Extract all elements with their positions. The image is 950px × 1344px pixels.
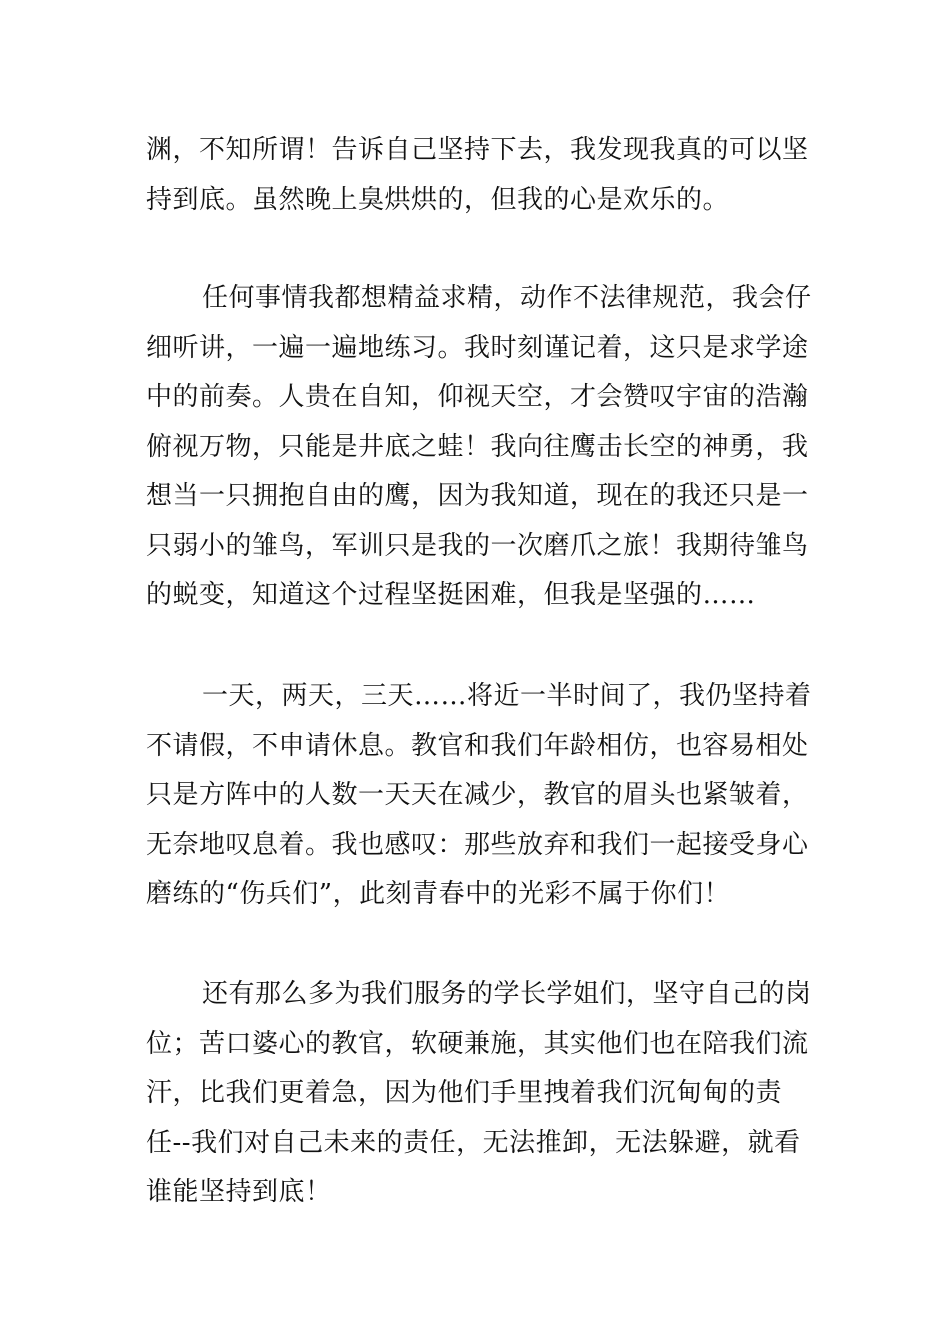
- text-line: 汗，比我们更着急，因为他们手里拽着我们沉甸甸的责: [146, 1078, 783, 1108]
- text-line: 细听讲，一遍一遍地练习。我时刻谨记着，这只是求学途: [146, 332, 809, 363]
- text-line: 中的前奏。人贵在自知，仰视天空，才会赞叹宇宙的浩瀚: [146, 382, 809, 412]
- text-line: 谁能坚持到底！: [146, 1177, 332, 1207]
- text-line: 不请假，不申请休息。教官和我们年龄相仿，也容易相处: [146, 730, 809, 761]
- text-line: 无奈地叹息着。我也感叹：那些放弃和我们一起接受身心: [146, 829, 809, 860]
- text-line: 俯视万物，只能是井底之蛙！我向往鹰击长空的神勇，我: [146, 431, 809, 462]
- text-line: 只弱小的雏鸟，军训只是我的一次磨爪之旅！我期待雏鸟: [146, 530, 809, 561]
- paragraph-2: [146, 274, 812, 621]
- text-line: 任--我们对自己未来的责任，无法推卸，无法躲避，就看: [146, 1127, 801, 1158]
- text-line: 想当一只拥抱自由的鹰，因为我知道，现在的我还只是一: [146, 481, 809, 511]
- text-line: 位；苦口婆心的教官，软硬兼施，其实他们也在陪我们流: [146, 1028, 809, 1059]
- text-line: 任何事情我都想精益求精，动作不法律规范，我会仔: [202, 283, 812, 313]
- text-line: 持到底。虽然晚上臭烘烘的，但我的心是欢乐的。: [146, 184, 730, 215]
- paragraph-1: [146, 126, 809, 225]
- text-line: 一天，两天，三天……将近一半时间了，我仍坚持着: [202, 681, 812, 711]
- paragraph-4: [146, 970, 812, 1218]
- text-line: 渊，不知所谓！告诉自己坚持下去，我发现我真的可以坚: [146, 135, 809, 165]
- text-line: 的蜕变，知道这个过程坚挺困难，但我是坚强的……: [146, 580, 756, 610]
- text-line: 还有那么多为我们服务的学长学姐们，坚守自己的岗: [202, 979, 812, 1009]
- text-line: 磨练的“伤兵们”，此刻青春中的光彩不属于你们！: [146, 879, 731, 909]
- paragraph-3: [146, 672, 812, 920]
- text-line: 只是方阵中的人数一天天在减少，教官的眉头也紧皱着，: [146, 780, 809, 810]
